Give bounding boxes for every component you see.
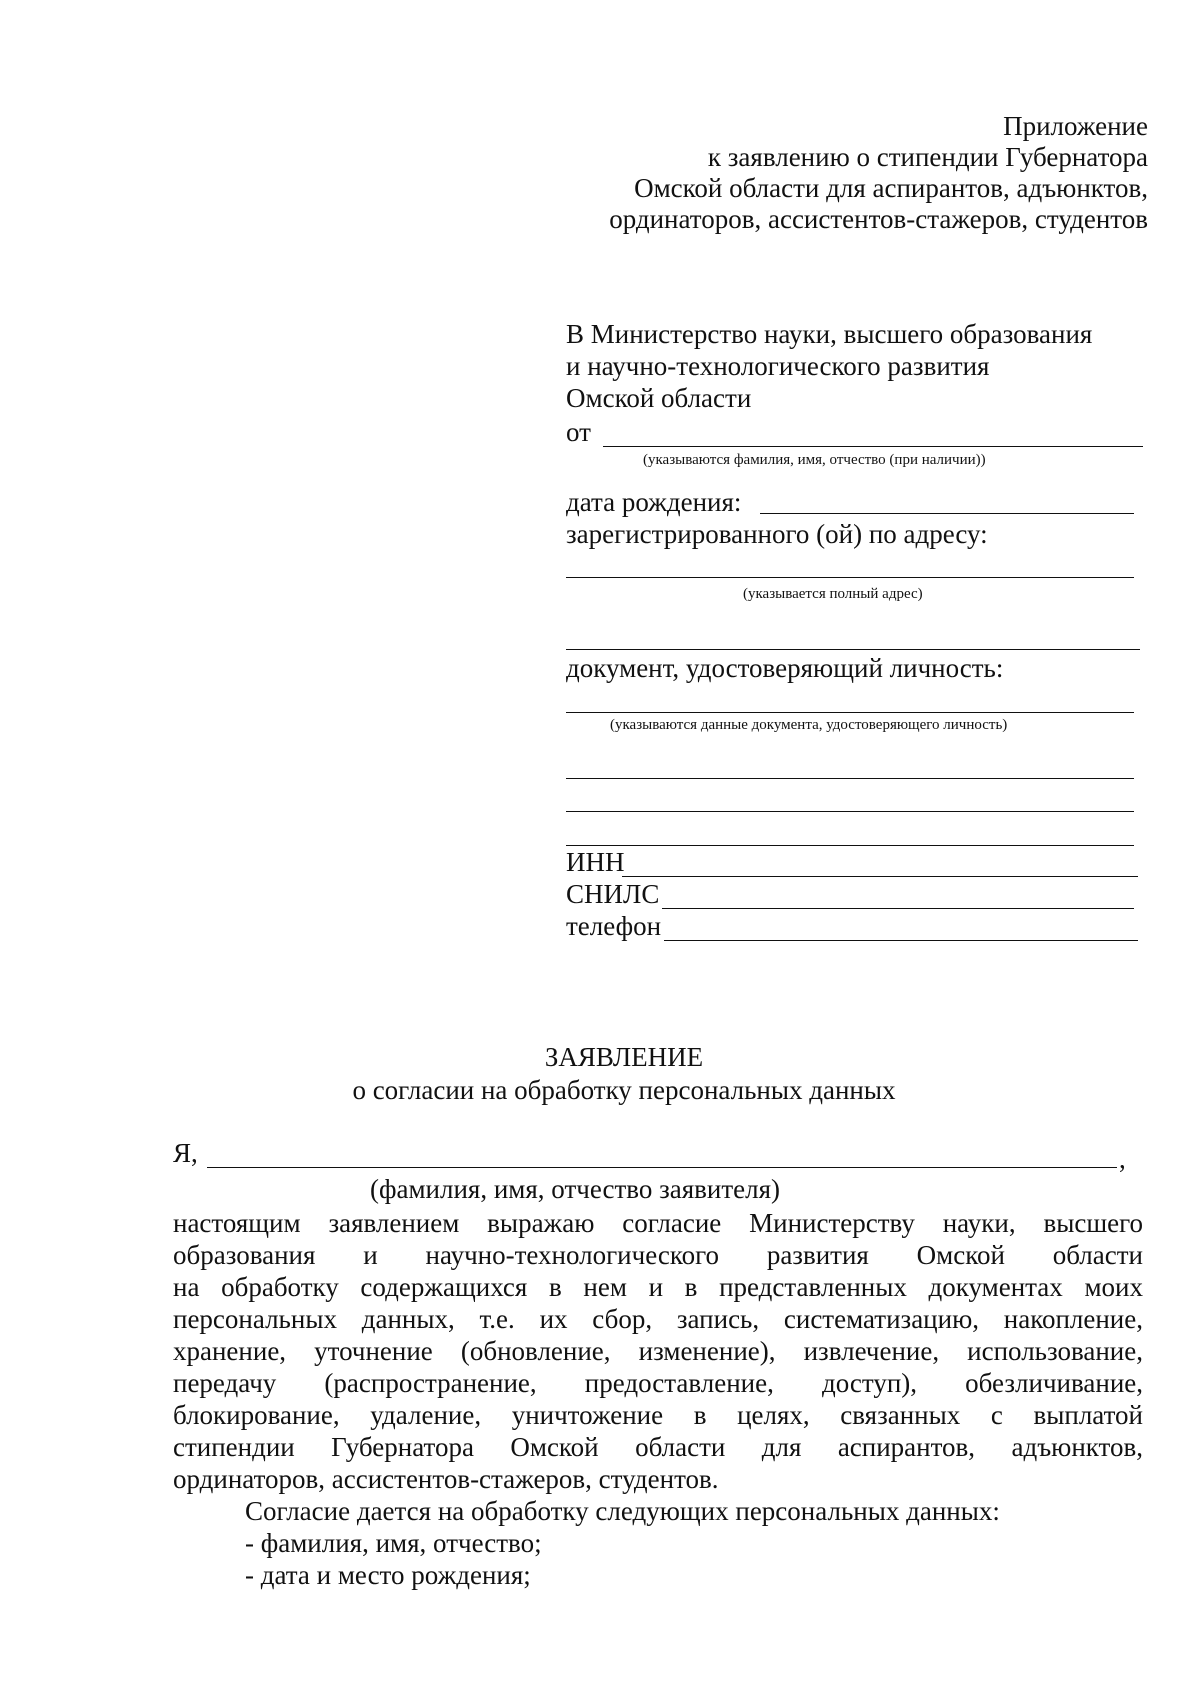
inn-label: ИНН <box>566 847 625 877</box>
addressee-line-1: В Министерство науки, высшего образования <box>566 319 1093 349</box>
inn-field[interactable] <box>622 876 1138 877</box>
identity-document-label: документ, удостоверяющий личность: <box>566 653 1004 683</box>
body-line: стипендии Губернатора Омской области для аспирантов, адъюнктов, <box>173 1432 1143 1462</box>
addressee-line-2: и научно-технологического развития <box>566 351 990 381</box>
body-line: ординаторов, ассистентов-стажеров, студентов. <box>173 1464 719 1494</box>
identity-document-field-4[interactable] <box>566 845 1134 846</box>
applicant-i-label: Я, <box>173 1138 198 1168</box>
birth-date-field[interactable] <box>760 513 1134 514</box>
snils-label: СНИЛС <box>566 879 660 909</box>
phone-field[interactable] <box>664 940 1138 941</box>
address-field-1[interactable] <box>566 577 1134 578</box>
list-item: - фамилия, имя, отчество; <box>245 1528 542 1558</box>
registered-address-label: зарегистрированного (ой) по адресу: <box>566 519 988 549</box>
list-item: - дата и место рождения; <box>245 1560 531 1590</box>
statement-subtitle: о согласии на обработку персональных данных <box>352 1075 896 1105</box>
address-field-2[interactable] <box>566 649 1140 650</box>
applicant-comma: , <box>1119 1144 1126 1174</box>
identity-document-field-3[interactable] <box>566 811 1134 812</box>
body-line: на обработку содержащихся в нем и в представленных документах моих <box>173 1272 1143 1302</box>
address-hint: (указывается полный адрес) <box>743 586 923 602</box>
applicant-name-field[interactable] <box>207 1167 1117 1168</box>
appendix-line-3: Омской области для аспирантов, адъюнктов, <box>634 173 1148 203</box>
body-line: блокирование, удаление, уничтожение в целях, связанных с выплатой <box>173 1400 1143 1430</box>
appendix-line-4: ординаторов, ассистентов-стажеров, студентов <box>609 204 1148 234</box>
from-name-field[interactable] <box>603 446 1143 447</box>
appendix-title: Приложение <box>1003 111 1148 141</box>
identity-document-hint: (указываются данные документа, удостоверяющего личность) <box>610 717 1008 733</box>
statement-title: ЗАЯВЛЕНИЕ <box>544 1042 704 1072</box>
identity-document-field-1[interactable] <box>566 712 1134 713</box>
body-line: передачу (распространение, предоставление, доступ), обезличивание, <box>173 1368 1143 1398</box>
body-line: хранение, уточнение (обновление, изменение), извлечение, использование, <box>173 1336 1143 1366</box>
body-line: настоящим заявлением выражаю согласие Министерству науки, высшего <box>173 1208 1143 1238</box>
body-line: персональных данных, т.е. их сбор, запись, систематизацию, накопление, <box>173 1304 1143 1334</box>
consent-intro: Согласие дается на обработку следующих персональных данных: <box>245 1496 1000 1526</box>
snils-field[interactable] <box>662 908 1134 909</box>
body-line: образования и научно-технологического развития Омской области <box>173 1240 1143 1270</box>
from-label: от <box>566 417 591 447</box>
phone-label: телефон <box>566 911 662 941</box>
birth-date-label: дата рождения: <box>566 487 742 517</box>
addressee-line-3: Омской области <box>566 383 752 413</box>
appendix-line-2: к заявлению о стипендии Губернатора <box>707 142 1148 172</box>
from-hint: (указываются фамилия, имя, отчество (при наличии)) <box>643 452 986 468</box>
identity-document-field-2[interactable] <box>566 778 1134 779</box>
applicant-name-hint: (фамилия, имя, отчество заявителя) <box>370 1174 781 1204</box>
